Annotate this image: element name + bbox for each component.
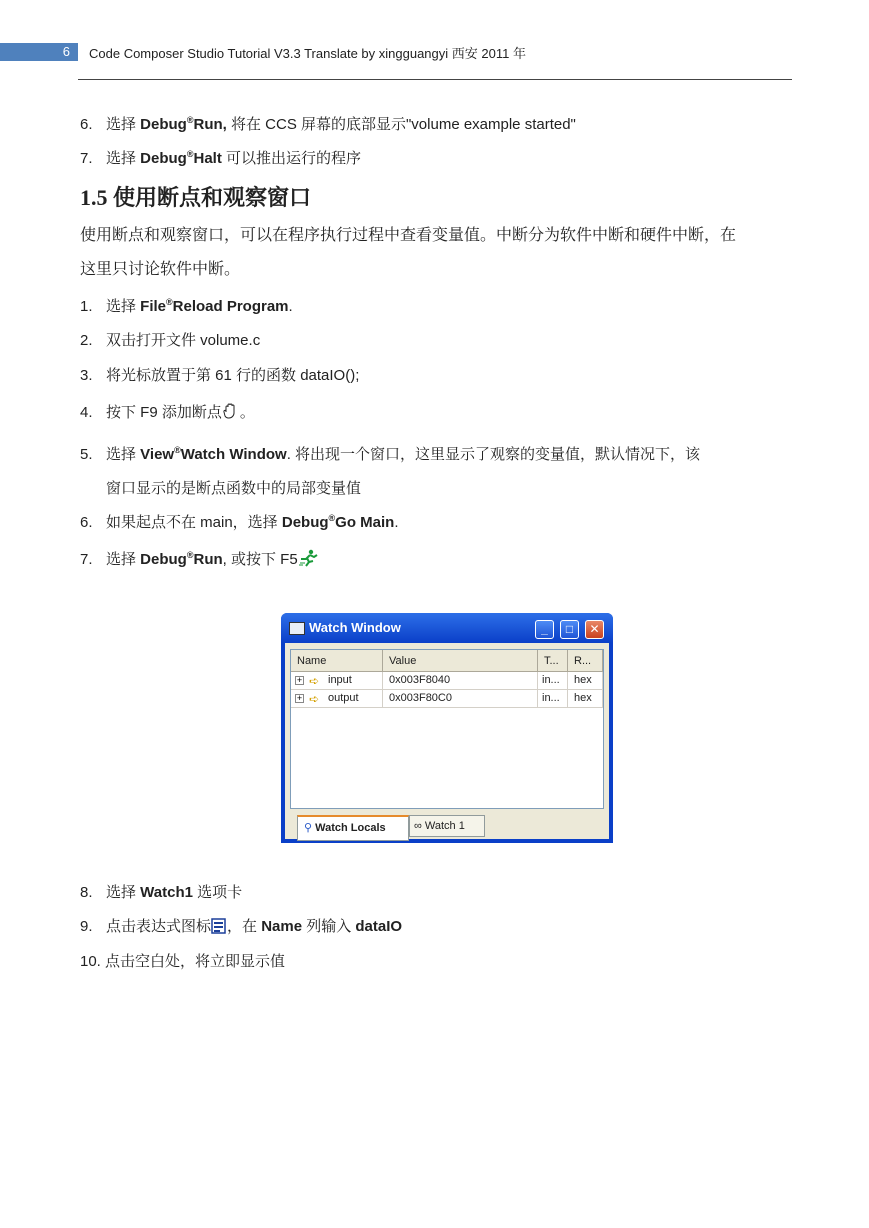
step-9-expression: 9. 点击表达式图标 ，在 Name 列输入 dataIO	[80, 915, 402, 938]
step-5-continuation: 窗口显示的是断点函数中的局部变量值	[106, 480, 362, 497]
tab-watch-locals[interactable]: ⚲ Watch Locals	[297, 815, 409, 841]
section-intro: 使用断点和观察窗口，可以在程序执行过程中查看变量值。中断分为软件中断和硬件中断，在 这里只讨论软件中断。	[80, 227, 737, 278]
watch-window-titlebar[interactable]	[281, 613, 613, 643]
watch-glasses-icon: ∞	[414, 820, 422, 832]
step-10-show-value: 10. 点击空白处，将立即显示值	[80, 953, 286, 970]
column-header-value[interactable]: Value	[383, 650, 538, 672]
watch-locals-icon: ⚲	[304, 822, 313, 834]
expression-icon	[211, 918, 227, 938]
step-5-watch-window: 5. 选择 View®Watch Window. 将出现一个窗口，这里显示了观察的变量值，默认情况下，该	[80, 445, 701, 463]
table-row[interactable]: + ➪ output 0x003F80C0 in... hex	[291, 690, 603, 708]
column-header-type[interactable]: T...	[538, 650, 568, 672]
step-1-reload: 1. 选择 File®Reload Program.	[80, 297, 293, 315]
step-8-watch1-tab: 8. 选择 Watch1 选项卡	[80, 884, 243, 901]
watch-variable-list[interactable]	[290, 649, 604, 809]
tab-watch-1[interactable]: ∞ Watch 1	[409, 815, 485, 837]
watch-window	[281, 613, 613, 843]
run-icon	[298, 549, 318, 571]
maximize-button[interactable]: □	[560, 620, 579, 639]
column-header-radix[interactable]: R...	[568, 650, 603, 672]
expand-icon[interactable]: +	[296, 675, 303, 685]
watch-window-app-icon	[289, 622, 305, 635]
step-7-run-f5: 7. 选择 Debug®Run, 或按下 F5	[80, 548, 318, 571]
step-7-halt: 7. 选择 Debug®Halt 可以推出运行的程序	[80, 149, 361, 167]
close-button[interactable]: ✕	[585, 620, 604, 639]
watch-window-body	[285, 643, 609, 839]
column-header-name[interactable]: Name	[291, 650, 383, 672]
header-divider	[78, 79, 792, 80]
page-number: 6	[62, 44, 70, 59]
pointer-arrow-icon: ➪	[309, 674, 320, 688]
watch-window-title: Watch Window	[309, 620, 401, 635]
step-6-go-main: 6. 如果起点不在 main，选择 Debug®Go Main.	[80, 513, 399, 531]
pointer-arrow-icon: ➪	[309, 692, 320, 706]
running-header: Code Composer Studio Tutorial V3.3 Translate by xingguangyi 西安 2011 年	[89, 46, 526, 61]
expand-icon[interactable]: +	[296, 693, 303, 703]
table-row[interactable]: + ➪ input 0x003F8040 in... hex	[291, 672, 603, 690]
step-4-breakpoint: 4. 按下 F9 添加断点 。	[80, 401, 255, 424]
page-number-bar	[0, 43, 78, 61]
step-3-cursor: 3. 将光标放置于第 61 行的函数 dataIO();	[80, 367, 360, 384]
step-6-run: 6. 选择 Debug®Run, 将在 CCS 屏幕的底部显示"volume example started"	[80, 115, 576, 133]
section-heading: 1.5 使用断点和观察窗口	[80, 185, 312, 210]
hand-breakpoint-icon	[222, 402, 240, 424]
step-2-open-file: 2. 双击打开文件 volume.c	[80, 332, 261, 349]
minimize-button[interactable]: _	[535, 620, 554, 639]
